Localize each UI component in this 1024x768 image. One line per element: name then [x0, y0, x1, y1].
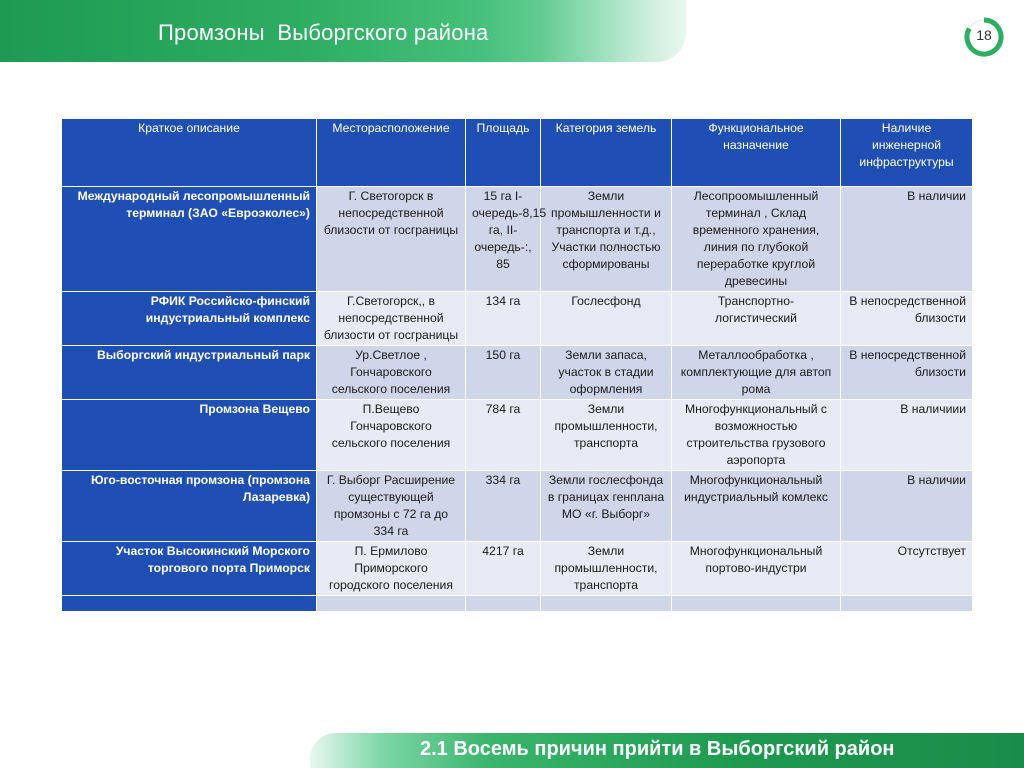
table-row	[62, 400, 973, 471]
empty-cell	[466, 596, 541, 612]
page-number: 18	[976, 27, 992, 43]
zone-area: 4217 га	[466, 542, 541, 596]
zone-land-category: Земли запаса, участок в стадии оформления	[541, 346, 672, 400]
industrial-zones-table	[61, 118, 973, 612]
table-header-row	[62, 119, 973, 187]
zone-location: Г. Светогорск в непосредственной близости от госграницы	[317, 187, 466, 292]
table-row-empty	[62, 596, 973, 612]
zone-location: Ур.Светлое , Гончаровского сельского поселения	[317, 346, 466, 400]
column-header-infrastructure: Наличие инженерной инфраструктуры	[841, 119, 973, 187]
empty-cell	[317, 596, 466, 612]
zone-land-category: Земли промышленности, транспорта	[541, 542, 672, 596]
zone-land-category: Земли промышленности, транспорта	[541, 400, 672, 471]
zone-area: 334 га	[466, 471, 541, 542]
column-header-location: Месторасположение	[317, 119, 466, 187]
zone-area: 15 га I-очередь-8,15 га, II-очередь-:, 85	[466, 187, 541, 292]
zone-location: Г.Светогорск,, в непосредственной близости от госграницы	[317, 292, 466, 346]
empty-cell	[541, 596, 672, 612]
zone-purpose: Транспортно-логистический	[672, 292, 841, 346]
zone-land-category: Земли гослесфонда в границах генплана МО «г. Выборг»	[541, 471, 672, 542]
zone-infrastructure: Отсутствует	[841, 542, 973, 596]
zone-infrastructure: В непосредственной близости	[841, 292, 973, 346]
zone-area: 784 га	[466, 400, 541, 471]
footer-caption: 2.1 Восемь причин прийти в Выборгский район	[420, 738, 895, 760]
column-header-land-category: Категория земель	[541, 119, 672, 187]
zone-location: П. Ермилово Приморского городского поселения	[317, 542, 466, 596]
zone-name: РФИК Российско-финский индустриальный комплекс	[62, 292, 317, 346]
header-sheen	[540, 0, 686, 62]
empty-cell	[672, 596, 841, 612]
zone-infrastructure: В наличии	[841, 187, 973, 292]
zone-land-category: Гослесфонд	[541, 292, 672, 346]
zone-infrastructure: В наличиии	[841, 400, 973, 471]
empty-cell	[62, 596, 317, 612]
table-row	[62, 471, 973, 542]
zone-area: 134 га	[466, 292, 541, 346]
zone-name: Участок Высокинский Морского торгового порта Приморск	[62, 542, 317, 596]
table-row	[62, 292, 973, 346]
zone-purpose: Многофункциональный с возможностью строительства грузового аэропорта	[672, 400, 841, 471]
zone-name: Юго-восточная промзона (промзона Лазаревка)	[62, 471, 317, 542]
zone-location: Г. Выборг Расширение существующей промзоны с 72 га до 334 га	[317, 471, 466, 542]
table-row	[62, 542, 973, 596]
zone-location: П.Вещево Гончаровского сельского поселения	[317, 400, 466, 471]
column-header-description: Краткое описание	[62, 119, 317, 187]
table-row	[62, 346, 973, 400]
column-header-area: Площадь	[466, 119, 541, 187]
zone-area: 150 га	[466, 346, 541, 400]
zone-infrastructure: В непосредственной близости	[841, 346, 973, 400]
slide-title: Промзоны Выборгского района	[158, 20, 489, 45]
zone-name: Выборгский индустриальный парк	[62, 346, 317, 400]
table-row	[62, 187, 973, 292]
empty-cell	[841, 596, 973, 612]
zone-purpose: Многофункциональный портово-индустри	[672, 542, 841, 596]
zone-land-category: Земли промышленности и транспорта и т.д., Участки полностью сформированы	[541, 187, 672, 292]
zone-purpose: Многофункциональный индустриальный комлекс	[672, 471, 841, 542]
zone-infrastructure: В наличии	[841, 471, 973, 542]
zone-purpose: Лесопроомышленный терминал , Склад временного хранения, линия по глубокой переработке круглой древесины	[672, 187, 841, 292]
zone-name: Международный лесопромышленный терминал (ЗАО «Евроэколес»)	[62, 187, 317, 292]
zone-purpose: Металлообработка , комплектующие для автоп рома	[672, 346, 841, 400]
column-header-purpose: Функциональное назначение	[672, 119, 841, 187]
zone-name: Промзона Вещево	[62, 400, 317, 471]
